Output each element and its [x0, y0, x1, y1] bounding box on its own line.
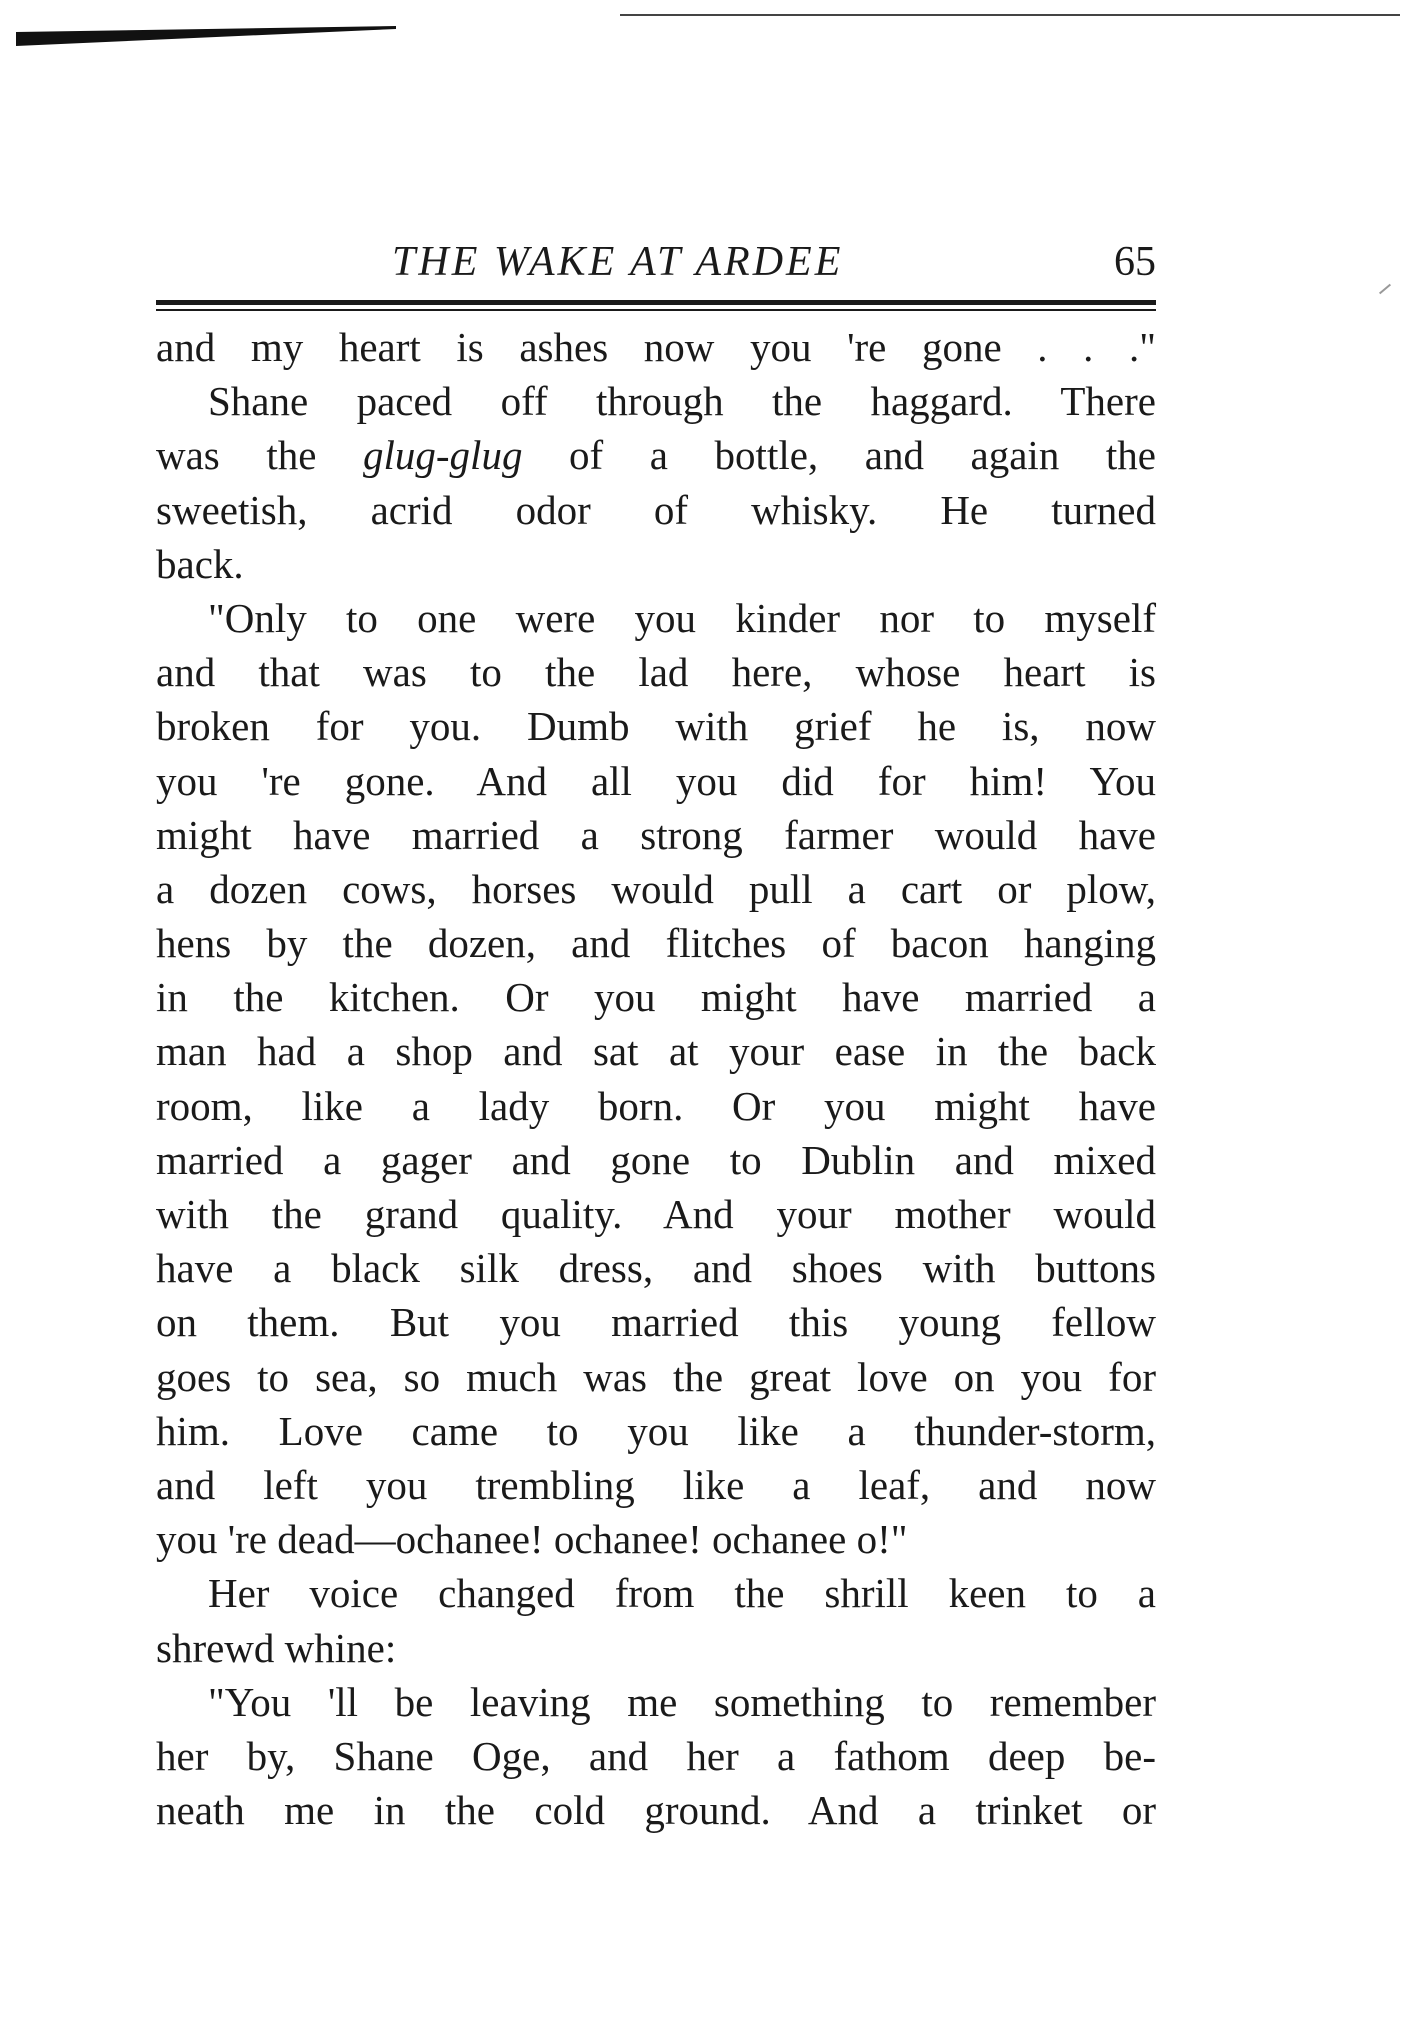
text-line: you 're dead—ochanee! ochanee! ochanee o!" [156, 1516, 908, 1563]
text-line: room, like a lady born. Or you might have [156, 1082, 1156, 1129]
text-line: Her voice changed from the shrill keen to a [208, 1570, 1156, 1617]
text-line: "You 'll be leaving me something to remember [208, 1678, 1156, 1725]
page-header [156, 236, 1156, 288]
text-line: shrewd whine: [156, 1624, 397, 1671]
text-line: have a black silk dress, and shoes with buttons [156, 1245, 1156, 1292]
header-rule-thick [156, 300, 1156, 305]
text-line: man had a shop and sat at your ease in the back [156, 1028, 1156, 1075]
text-line: him. Love came to you like a thunder-storm, [156, 1407, 1156, 1454]
page-number: 65 [1114, 239, 1156, 285]
text-line: a dozen cows, horses would pull a cart or plow, [156, 865, 1156, 912]
text-line: was the glug-glug of a bottle, and again the [156, 432, 1156, 479]
text-line: with the grand quality. And your mother would [156, 1191, 1156, 1237]
text-line: in the kitchen. Or you might have married a [156, 974, 1156, 1021]
text-line: and my heart is ashes now you 're gone . . ." [156, 324, 1156, 370]
text-line: you 're gone. And all you did for him! You [156, 757, 1156, 804]
text-line: sweetish, acrid odor of whisky. He turned [156, 486, 1156, 533]
running-head: THE WAKE AT ARDEE [392, 239, 844, 285]
italic-phrase: glug-glug [363, 432, 523, 479]
text-line: and left you trembling like a leaf, and now [156, 1461, 1156, 1508]
text-line: her by, Shane Oge, and her a fathom deep be- [156, 1732, 1156, 1779]
text-line: on them. But you married this young fellow [156, 1299, 1156, 1346]
text-line: and that was to the lad here, whose heart is [156, 649, 1156, 696]
text-line: broken for you. Dumb with grief he is, now [156, 703, 1156, 750]
stray-mark [1379, 284, 1391, 295]
text-line: back. [156, 540, 244, 587]
scan-edge-mark [16, 26, 396, 48]
header-rule-thin [156, 309, 1156, 311]
text-line: "Only to one were you kinder nor to myself [208, 594, 1156, 641]
text-line: Shane paced off through the haggard. There [208, 378, 1156, 425]
body-text [156, 320, 1156, 1837]
text-line: married a gager and gone to Dublin and mixed [156, 1136, 1156, 1183]
text-line: neath me in the cold ground. And a trinket or [156, 1787, 1156, 1834]
text-line: goes to sea, so much was the great love on you for [156, 1353, 1156, 1400]
scan-top-rule [620, 14, 1400, 16]
text-line: might have married a strong farmer would have [156, 811, 1156, 858]
text-line: hens by the dozen, and flitches of bacon hanging [156, 920, 1156, 967]
